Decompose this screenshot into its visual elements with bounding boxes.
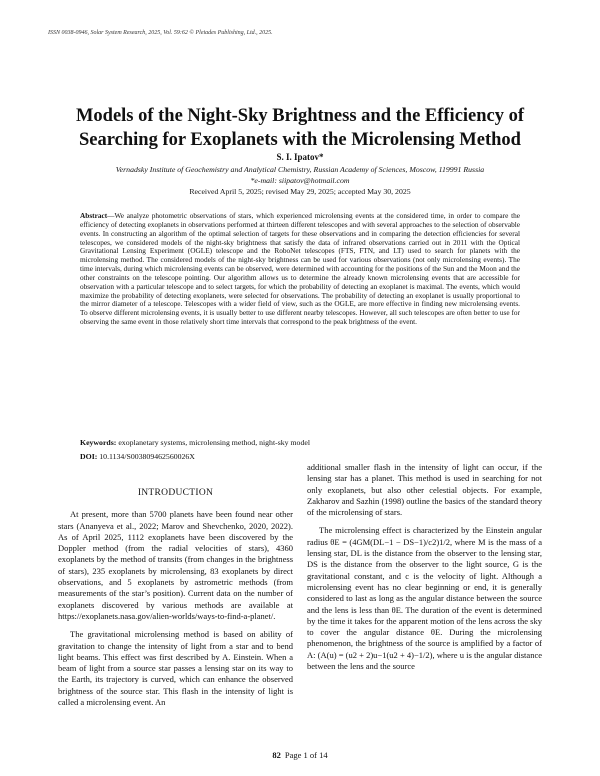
doi-text: 10.1134/S003809462560026X (97, 452, 195, 461)
abstract-text: —We analyze photometric observations of stars, which experienced microlensing events at the considered time, in order to compare the efficiency of detecting exoplanets in observations performed at thirteen different telescopes and with several approaches to the selection of observable events. In constructing an algorithm of the optimal selection of targets for these observations and in comparing the detection efficiencies for several telescopes, we considered models of the night-sky brightness that satisfy the data of infrared observations carried out in 2011 with the Optical Gravitational Lensing Experiment (OGLE) telescope and the RoboNet telescopes (FTS, FTN, and LT) used to search for planets with the microlensing method. The considered models of the night-sky brightness can be used for various observations (not only microlensing events). The time intervals, during which microlensing events can be observed, were determined with accounting for the positions of the Sun and the Moon and the other constraints on the telescope pointing. Our algorithm allows us to determine the already known microlensing events that are accessible for observation with a particular telescope and to select targets, for which the probability of detecting an exoplanet is maximal. The events, which would maximize the probability of detecting exoplanets, were selected for observations. The probability of detecting an exoplanet is usually proportional to the mirror diameter of a telescope. Telescopes with a wider field of view, such as the OGLE, are more effective in finding new microlensing events. To observe different microlensing events, it is usually better to use different nearby telescopes. However, all such telescopes are often better to use for observing the same event in those relatively short time intervals that correspond to the peak brightness of the event. (80, 211, 520, 327)
affiliation-block (40, 165, 560, 186)
doi-label: DOI: (80, 452, 98, 461)
right-column (307, 462, 542, 672)
journal-header: ISSN 0038-0946, Solar System Research, 2025, Vol. 59:62 © Pleiades Publishing, Ltd., 2025. (48, 30, 273, 36)
intro-paragraph-1: At present, more than 5700 planets have been found near other stars (Ananyeva et al., 2022; Marov and Shevchenko, 2020, 2022). As of April 2025, 1112 exoplanets have been discovered by the Doppler method (from the radial velocities of stars), 4360 exoplanets by the method of transits (from changes in the brightness of stars), 235 exoplanets by microlensing, 83 exoplanets by direct observations, and 5 exoplanets by astrometric methods (from measurements of the star’s position). Current data on the number of exoplanets discovered by various methods are available at https://exoplanets.nasa.gov/alien-worlds/ways-to-find-a-planet/. (58, 509, 293, 621)
page-count: Page 1 of 14 (284, 750, 328, 760)
keywords (80, 438, 520, 447)
author-email: *e-mail: siipatov@hotmail.com (250, 175, 350, 185)
affiliation: Vernadsky Institute of Geochemistry and Analytical Chemistry, Russian Academy of Sciences, Moscow, 119991 Russia (115, 165, 485, 174)
intro-paragraph-3: additional smaller flash in the intensity of light can occur, if the lensing star has a planet. This method is used in searching for not only exoplanets, but also other celestial objects. For example, Zakharov and Sazhin (1998) outline the basics of the standard theory of the microlensing of stars. (307, 462, 542, 518)
abstract (80, 212, 520, 327)
author: S. I. Ipatov* (276, 152, 324, 162)
page-number: 82 (272, 750, 281, 760)
received-dates: Received April 5, 2025; revised May 29, 2025; accepted May 30, 2025 (189, 187, 411, 196)
intro-paragraph-4: The microlensing effect is characterized by the Einstein angular radius θE = (4GM(DL−1 − DS−1)/c2)1/2, where M is the mass of a lensing star, DL is the distance from the observer to the lensing star, DS is the distance from the observer to the light source, G is the gravitational constant, and c is the velocity of light. Although a microlensing event has no clear beginning or end, it is generally considered to last as long as the angular distance between the source and the lens is less than θE. The duration of the event is determined by the time it takes for the apparent motion of the lens across the sky to cover the angular distance θE. During the microlensing phenomenon, the brightness of the source is amplified by a factor of A: (A(u) = (u2 + 2)u−1(u2 + 4)−1/2), where u is the angular distance between the lens and the source (307, 525, 542, 672)
abstract-label: Abstract (80, 211, 108, 220)
section-heading-introduction: INTRODUCTION (137, 488, 214, 498)
doi (80, 452, 520, 461)
paper-title: Models of the Night-Sky Brightness and the Efficiency of Searching for Exoplanets with the Microlensing Method (75, 106, 525, 150)
intro-paragraph-2: The gravitational microlensing method is based on ability of gravitation to change the intensity of light from a star and to bend light beams. This effect was first described by A. Einstein. When a beam of light from a source star passes a lensing star on its way to the Earth, its trajectory is curved, which can enhance the observed brightness of the source star. This flash in the intensity of light is called a microlensing event. An (58, 629, 293, 708)
left-column (58, 488, 293, 708)
keywords-label: Keywords: (80, 438, 117, 447)
keywords-text: exoplanetary systems, microlensing method, night-sky model (116, 438, 310, 447)
page-footer (0, 750, 600, 760)
